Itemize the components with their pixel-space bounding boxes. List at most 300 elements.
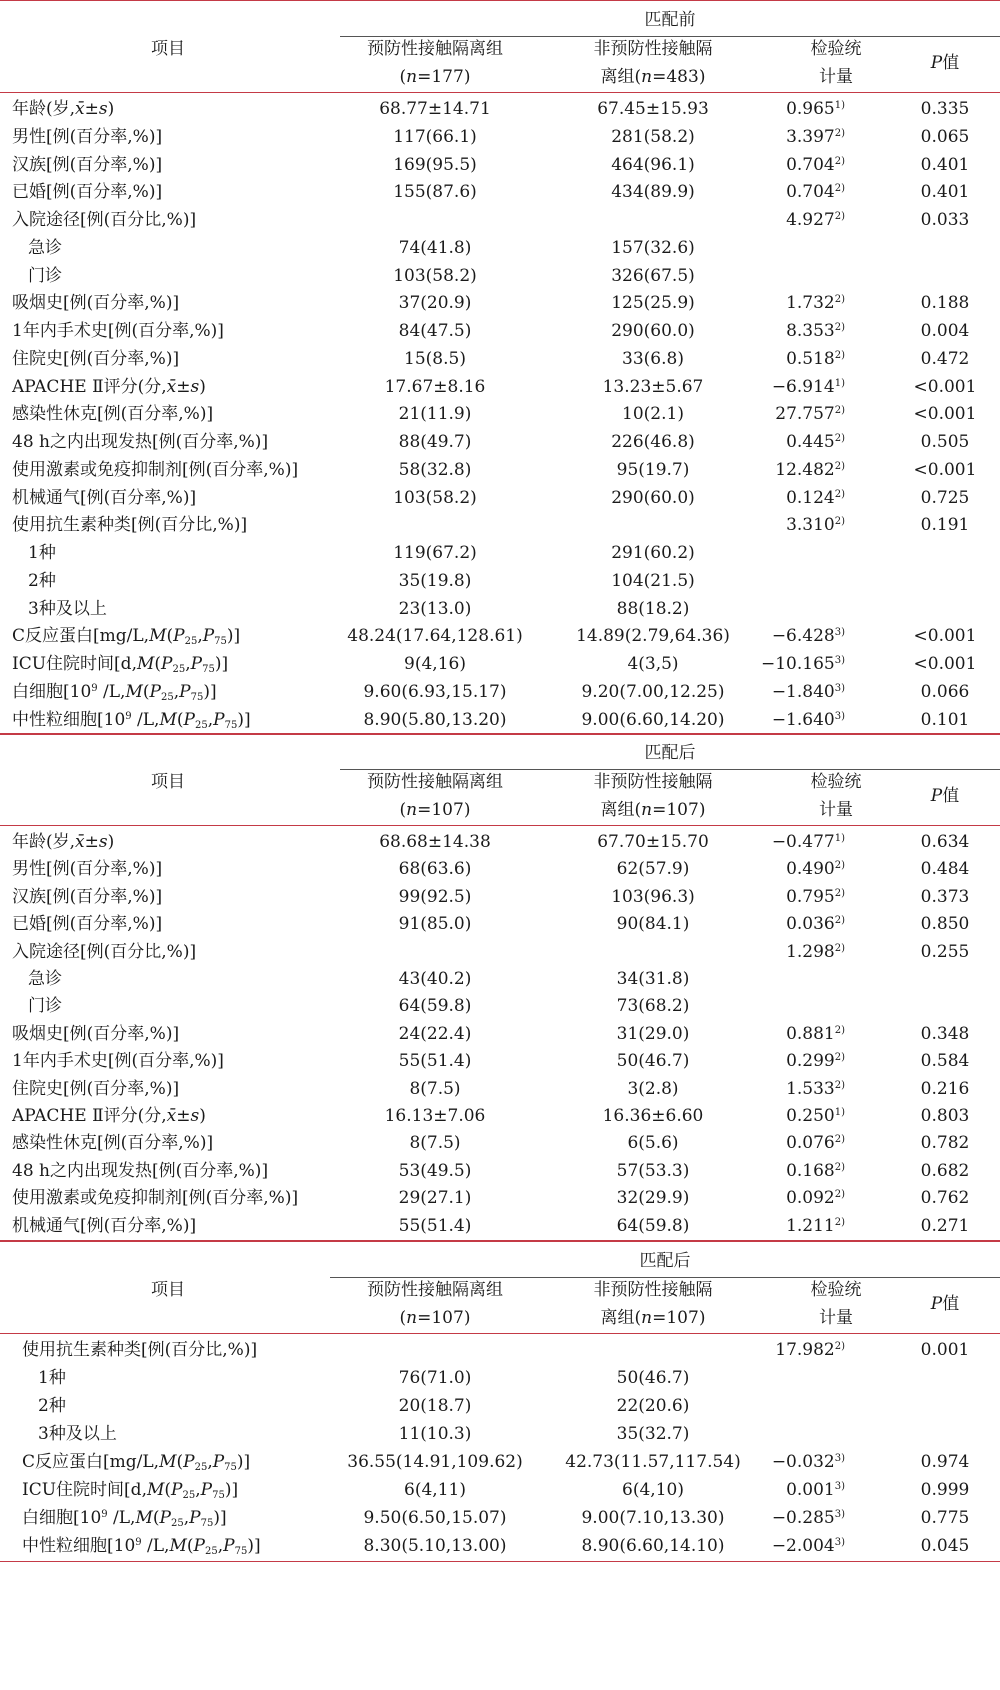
group2-value: 34(31.8) — [616, 969, 690, 989]
row-label: 吸烟史[例(百分率,%)] — [12, 293, 180, 314]
group2-value: 35(32.7) — [616, 1424, 690, 1444]
p-value: 0.682 — [920, 1160, 970, 1181]
test-statistic — [700, 1535, 845, 1557]
test-statistic — [700, 941, 845, 963]
test-statistic — [700, 681, 845, 703]
test-statistic — [700, 514, 845, 536]
n-value: =177) — [417, 67, 471, 87]
header-group1-line1: 预防性接触隔离组 — [367, 1280, 503, 1300]
statistic-value: 8.353 — [786, 321, 835, 341]
test-statistic — [700, 292, 845, 314]
n-symbol: n — [641, 800, 653, 820]
test-statistic — [700, 376, 845, 398]
n-value: =483) — [652, 67, 706, 87]
test-statistic — [700, 913, 845, 935]
group2-value: 434(89.9) — [611, 182, 695, 203]
group1-value: 48.24(17.64,128.61) — [347, 626, 523, 647]
row-label: 48 h之内出现发热[例(百分率,%)] — [12, 1160, 269, 1181]
header-rule — [0, 92, 1000, 93]
group1-value: 68(63.6) — [398, 859, 472, 880]
statistic-value: −0.032 — [771, 1452, 835, 1472]
statistic-footnote: 1) — [834, 377, 845, 389]
statistic-footnote: 2) — [834, 349, 845, 361]
group2-value: 16.36±6.60 — [602, 1106, 704, 1126]
statistic-value: 0.250 — [786, 1106, 835, 1126]
statistic-value: 0.965 — [786, 99, 835, 119]
row-label: 机械通气[例(百分率,%)] — [12, 487, 197, 508]
header-group2-line2 — [543, 66, 763, 88]
p-value: 0.974 — [920, 1452, 970, 1472]
statistic-value: −1.640 — [771, 709, 835, 730]
group2-value: 326(67.5) — [611, 265, 695, 286]
row-label: ICU住院时间$[d,M(P_{25},P_{75})]$ — [12, 654, 229, 675]
table-row — [0, 427, 1000, 457]
statistic-value: 0.001 — [786, 1480, 835, 1500]
row-label: 入院途径[例(百分比,%)] — [12, 941, 197, 962]
row-label: 男性[例(百分率,%)] — [12, 859, 163, 880]
table-row — [0, 205, 1000, 235]
statistic-footnote: 1) — [834, 100, 845, 111]
statistic-footnote: 3) — [834, 1481, 845, 1492]
row-label: APACHE Ⅱ评分(分,x̄±s) — [12, 1106, 206, 1126]
test-statistic — [700, 98, 845, 120]
group2-value: 67.70±15.70 — [597, 832, 709, 852]
row-label: 感染性休克[例(百分率,%)] — [12, 1133, 214, 1154]
group2-value: 125(25.9) — [611, 293, 695, 314]
table-row — [0, 1531, 1000, 1561]
group2-value: 9.00(6.60,14.20) — [581, 709, 725, 730]
group1-value: 68.77±14.71 — [379, 99, 491, 119]
table-row — [0, 991, 1000, 1021]
n-prefix: 离组( — [600, 800, 642, 820]
group-title-rule — [340, 769, 1000, 770]
group2-value: 157(32.6) — [611, 237, 695, 258]
group1-value: 16.13±7.06 — [384, 1106, 486, 1126]
statistic-value: 0.092 — [786, 1188, 835, 1209]
group1-value: 8.90(5.80,13.20) — [363, 709, 507, 730]
test-statistic — [700, 403, 845, 425]
group1-value: 11(10.3) — [398, 1424, 472, 1444]
group2-value: 88(18.2) — [616, 598, 690, 619]
group2-value: 31(29.0) — [616, 1023, 690, 1044]
p-value: 0.188 — [920, 293, 970, 314]
table-row — [0, 372, 1000, 402]
test-statistic — [700, 1479, 845, 1501]
p-value: 0.271 — [920, 1215, 970, 1236]
statistic-value: 1.211 — [786, 1215, 835, 1236]
table-row — [0, 94, 1000, 124]
row-label: 使用抗生素种类[例(百分比,%)] — [22, 1340, 258, 1360]
p-value: 0.472 — [920, 348, 970, 369]
row-label: 急诊 — [28, 237, 62, 258]
header-stat-line1: 检验统 — [810, 1280, 862, 1300]
group-title: 匹配后 — [639, 1251, 691, 1271]
statistic-footnote: 2) — [834, 1216, 845, 1228]
statistic-value: −2.004 — [771, 1536, 835, 1556]
row-label: 1种 — [28, 543, 56, 563]
header-group1-line1: 预防性接触隔离组 — [367, 772, 503, 792]
row-label: 年龄(岁,x̄±s) — [12, 99, 115, 119]
row-label: 门诊 — [28, 265, 62, 286]
statistic-footnote: 2) — [834, 1024, 845, 1036]
table-row — [0, 122, 1000, 152]
table-row — [0, 1447, 1000, 1477]
p-value: 0.401 — [920, 182, 970, 203]
p-value: 0.216 — [920, 1078, 970, 1099]
top-rule — [0, 1241, 1000, 1242]
row-label: 已婚[例(百分率,%)] — [12, 914, 163, 935]
row-label: 白细胞[$10^9$ $/L,M(P_{25},P_{75})$] — [12, 681, 217, 703]
row-label: 男性[例(百分率,%)] — [12, 126, 163, 147]
row-label: APACHE Ⅱ评分(分,x̄±s) — [12, 376, 206, 397]
row-label: 2种 — [38, 1396, 66, 1416]
test-statistic — [700, 709, 845, 731]
group1-value: 9.60(6.93,15.17) — [363, 681, 507, 702]
group2-value: 64(59.8) — [616, 1215, 690, 1236]
p-value: 0.255 — [920, 941, 970, 962]
table-row — [0, 1335, 1000, 1365]
table-row — [0, 483, 1000, 513]
p-value: 0.999 — [920, 1480, 970, 1500]
header-group2-line1: 非预防性接触隔 — [593, 39, 713, 59]
n-value: =107) — [652, 1308, 706, 1328]
statistic-value: 0.168 — [786, 1160, 835, 1181]
header-rule — [0, 825, 1000, 826]
statistic-footnote: 2) — [834, 915, 845, 927]
test-statistic — [700, 459, 845, 481]
test-statistic — [700, 1339, 845, 1361]
group1-value: 68.68±14.38 — [379, 832, 491, 852]
table-row — [0, 1019, 1000, 1049]
p-symbol: P — [930, 786, 943, 806]
n-symbol: n — [406, 67, 418, 87]
group2-value: 104(21.5) — [611, 570, 695, 591]
p-value: 0.101 — [920, 709, 970, 730]
statistic-value: 0.881 — [786, 1023, 835, 1044]
p-suffix: 值 — [942, 786, 960, 806]
table-row — [0, 882, 1000, 912]
group2-value: 10(2.1) — [622, 404, 684, 425]
top-rule — [0, 0, 1000, 1]
p-value: <0.001 — [913, 404, 977, 425]
table-row — [0, 150, 1000, 180]
test-statistic — [700, 1160, 845, 1182]
table-row — [0, 649, 1000, 679]
n-value: =107) — [417, 1308, 471, 1328]
table-row — [0, 705, 1000, 735]
row-label: 汉族[例(百分率,%)] — [12, 154, 163, 175]
group1-value: 9(4,16) — [404, 654, 466, 674]
header-stat-line2: 计量 — [819, 67, 853, 87]
header-group2-line1: 非预防性接触隔 — [593, 772, 713, 792]
test-statistic — [700, 1132, 845, 1154]
statistic-value: 0.445 — [786, 432, 835, 452]
group2-value: 95(19.7) — [616, 459, 690, 480]
statistic-value: 0.795 — [786, 886, 835, 907]
group2-value: 67.45±15.93 — [597, 99, 709, 119]
statistic-value: 0.299 — [786, 1051, 835, 1072]
table-row — [0, 1183, 1000, 1213]
statistic-footnote: 2) — [834, 155, 845, 167]
statistic-value: −0.477 — [771, 832, 835, 852]
statistic-footnote: 2) — [834, 1052, 845, 1064]
p-value: 0.584 — [920, 1051, 970, 1072]
test-statistic — [700, 1078, 845, 1100]
p-value: 0.634 — [920, 832, 970, 852]
header-group1-line2 — [325, 799, 545, 821]
statistic-value: 0.036 — [786, 914, 835, 935]
p-value: 0.065 — [920, 126, 970, 147]
p-value: 0.505 — [920, 432, 970, 452]
statistic-value: 27.757 — [775, 404, 835, 425]
statistic-footnote: 2) — [834, 294, 845, 306]
group1-value: 88(49.7) — [398, 432, 472, 452]
statistic-footnote: 3) — [834, 655, 845, 666]
statistic-footnote: 2) — [834, 1134, 845, 1146]
n-symbol: n — [641, 1308, 653, 1328]
p-value: 0.775 — [920, 1508, 970, 1528]
statistic-footnote: 3) — [834, 627, 845, 639]
row-label: 1年内手术史[例(百分率,%)] — [12, 321, 224, 341]
group1-value: 37(20.9) — [398, 293, 472, 314]
p-value: 0.484 — [920, 859, 970, 880]
p-value: <0.001 — [913, 459, 977, 480]
group1-value: 55(51.4) — [398, 1215, 472, 1236]
group2-value: 33(6.8) — [622, 348, 684, 369]
group2-value: 32(29.9) — [616, 1188, 690, 1209]
row-label: 已婚[例(百分率,%)] — [12, 182, 163, 203]
group2-value: 6(5.6) — [627, 1133, 679, 1154]
p-value: 0.348 — [920, 1023, 970, 1044]
statistic-footnote: 3) — [834, 1453, 845, 1464]
header-p-value — [895, 1293, 995, 1315]
table-row — [0, 1101, 1000, 1131]
p-value: 0.725 — [920, 487, 970, 508]
table-row — [0, 344, 1000, 374]
group2-value: 62(57.9) — [616, 859, 690, 880]
test-statistic — [700, 181, 845, 203]
row-label: 入院途径[例(百分比,%)] — [12, 210, 197, 230]
group1-value: 8(7.5) — [409, 1078, 461, 1099]
group2-value: 103(96.3) — [611, 886, 695, 907]
p-value: 0.335 — [920, 99, 970, 119]
n-value: =107) — [652, 800, 706, 820]
statistic-value: 0.490 — [786, 859, 835, 880]
header-item: 项目 — [151, 772, 185, 792]
group2-value: 42.73(11.57,117.54) — [565, 1452, 741, 1472]
group2-value: 281(58.2) — [611, 126, 695, 147]
group1-value: 23(13.0) — [398, 598, 472, 619]
table-row — [0, 261, 1000, 291]
group1-value: 24(22.4) — [398, 1023, 472, 1044]
statistic-value: 0.704 — [786, 154, 835, 175]
statistic-value: 1.732 — [786, 293, 835, 314]
test-statistic — [700, 1507, 845, 1529]
statistic-footnote: 2) — [834, 211, 845, 222]
test-statistic — [700, 886, 845, 908]
table-section-after1 — [0, 733, 1000, 1242]
table-row — [0, 288, 1000, 318]
table-row — [0, 1391, 1000, 1421]
row-label: 年龄(岁,x̄±s) — [12, 832, 115, 852]
statistic-footnote: 2) — [834, 1341, 845, 1352]
statistic-footnote: 3) — [834, 682, 845, 694]
test-statistic — [700, 1050, 845, 1072]
group2-value: 6(4,10) — [622, 1480, 684, 1500]
group1-value: 35(19.8) — [398, 570, 472, 591]
table-row — [0, 1503, 1000, 1533]
p-value: 0.803 — [920, 1106, 970, 1126]
statistic-value: 0.518 — [786, 348, 835, 369]
row-label: 1种 — [38, 1368, 66, 1388]
group2-value: 464(96.1) — [611, 154, 695, 175]
statistic-footnote: 2) — [834, 127, 845, 139]
table-row — [0, 1363, 1000, 1393]
table-row — [0, 538, 1000, 568]
table-row — [0, 233, 1000, 263]
header-group2-line2 — [543, 799, 763, 821]
group2-value: 57(53.3) — [616, 1160, 690, 1181]
p-value: 0.004 — [920, 321, 970, 341]
table-row — [0, 1475, 1000, 1505]
group-title: 匹配后 — [644, 743, 696, 763]
statistic-value: −6.428 — [771, 626, 835, 647]
table-row — [0, 566, 1000, 596]
row-label: 住院史[例(百分率,%)] — [12, 1078, 180, 1099]
p-value: 0.045 — [920, 1536, 970, 1556]
group1-value: 43(40.2) — [398, 969, 472, 989]
test-statistic — [700, 625, 845, 647]
table-row — [0, 177, 1000, 207]
row-label: 门诊 — [28, 996, 62, 1017]
group1-value: 74(41.8) — [398, 237, 472, 258]
table-row — [0, 937, 1000, 967]
header-group1-line2 — [325, 66, 545, 88]
table-row — [0, 1156, 1000, 1186]
group1-value: 119(67.2) — [393, 543, 477, 563]
table-row — [0, 1128, 1000, 1158]
p-value: 0.033 — [920, 210, 970, 230]
table-row — [0, 964, 1000, 994]
row-label: 3种及以上 — [38, 1424, 117, 1444]
p-value: 0.762 — [920, 1188, 970, 1209]
statistic-value: 0.124 — [786, 487, 835, 508]
group-title-rule — [330, 1277, 1000, 1278]
statistic-footnote: 2) — [834, 322, 845, 333]
statistic-value: 17.982 — [775, 1340, 835, 1360]
table-row — [0, 854, 1000, 884]
group1-value: 103(58.2) — [393, 487, 477, 508]
group2-value: 9.20(7.00,12.25) — [581, 681, 725, 702]
header-item: 项目 — [151, 39, 185, 59]
group1-value: 8.30(5.10,13.00) — [363, 1536, 507, 1556]
statistic-footnote: 2) — [834, 183, 845, 195]
group2-value: 13.23±5.67 — [602, 376, 704, 397]
test-statistic — [700, 1023, 845, 1045]
row-label: 2种 — [28, 570, 56, 591]
statistic-value: −10.165 — [761, 654, 835, 674]
statistic-footnote: 2) — [834, 1079, 845, 1091]
p-value: 0.066 — [920, 681, 970, 702]
table-row — [0, 1046, 1000, 1076]
statistic-footnote: 2) — [834, 942, 845, 954]
group1-value: 20(18.7) — [398, 1396, 472, 1416]
test-statistic — [700, 431, 845, 453]
p-suffix: 值 — [942, 1294, 960, 1314]
header-group2-line1: 非预防性接触隔 — [593, 1280, 713, 1300]
table-row — [0, 510, 1000, 540]
group2-value: 9.00(7.10,13.30) — [581, 1508, 725, 1528]
table-row — [0, 1211, 1000, 1241]
test-statistic — [700, 487, 845, 509]
group2-value: 291(60.2) — [611, 543, 695, 563]
group1-value: 91(85.0) — [398, 914, 472, 935]
test-statistic — [700, 1187, 845, 1209]
group2-value: 290(60.0) — [611, 321, 695, 341]
group2-value: 4(3,5) — [627, 654, 679, 674]
group1-value: 99(92.5) — [398, 886, 472, 907]
statistic-value: 4.927 — [786, 210, 835, 230]
statistic-value: 1.533 — [786, 1078, 835, 1099]
n-value: =107) — [417, 800, 471, 820]
header-group2-line2 — [543, 1307, 763, 1329]
n-prefix: 离组( — [600, 1308, 642, 1328]
header-stat-line2: 计量 — [819, 1308, 853, 1328]
test-statistic — [700, 348, 845, 370]
header-p-value — [895, 52, 995, 74]
statistic-footnote: 2) — [834, 460, 845, 472]
statistic-value: 1.298 — [786, 941, 835, 962]
header-stat-line1: 检验统 — [810, 39, 862, 59]
table-row — [0, 1074, 1000, 1104]
row-label: C反应蛋白$[mg/L,M(P_{25},P_{75})]$ — [12, 626, 241, 648]
header-item: 项目 — [151, 1280, 185, 1300]
group1-value: 155(87.6) — [393, 182, 477, 203]
table-row — [0, 399, 1000, 429]
group2-value: 73(68.2) — [616, 996, 690, 1017]
row-label: 急诊 — [28, 969, 62, 989]
test-statistic — [700, 653, 845, 675]
group2-value: 90(84.1) — [616, 914, 690, 935]
statistic-footnote: 2) — [834, 1161, 845, 1173]
group1-value: 117(66.1) — [393, 126, 477, 147]
statistic-value: 3.397 — [786, 126, 835, 147]
table-row — [0, 316, 1000, 346]
row-label: ICU住院时间$[d,M(P_{25},P_{75})]$ — [22, 1480, 239, 1501]
row-label: 中性粒细胞[$10^9$ $/L,M(P_{25},P_{75})$] — [22, 1536, 261, 1557]
table-row — [0, 827, 1000, 857]
statistic-value: −0.285 — [771, 1508, 835, 1528]
group-title: 匹配前 — [644, 10, 696, 30]
statistic-footnote: 2) — [834, 433, 845, 444]
statistic-footnote: 3) — [834, 1509, 845, 1520]
statistic-value: 0.076 — [786, 1133, 835, 1154]
test-statistic — [700, 1215, 845, 1237]
group2-value: 22(20.6) — [616, 1396, 690, 1416]
table-row — [0, 909, 1000, 939]
group2-value: 50(46.7) — [616, 1368, 690, 1388]
group1-value: 29(27.1) — [398, 1188, 472, 1209]
test-statistic — [700, 858, 845, 880]
group2-value: 14.89(2.79,64.36) — [576, 626, 730, 647]
p-value: <0.001 — [913, 626, 977, 647]
group1-value: 58(32.8) — [398, 459, 472, 480]
table-row — [0, 594, 1000, 624]
p-symbol: P — [930, 53, 943, 73]
row-label: 白细胞[$10^9$ $/L,M(P_{25},P_{75})$] — [22, 1508, 227, 1529]
statistic-footnote: 2) — [834, 516, 845, 528]
group1-value: 55(51.4) — [398, 1051, 472, 1072]
